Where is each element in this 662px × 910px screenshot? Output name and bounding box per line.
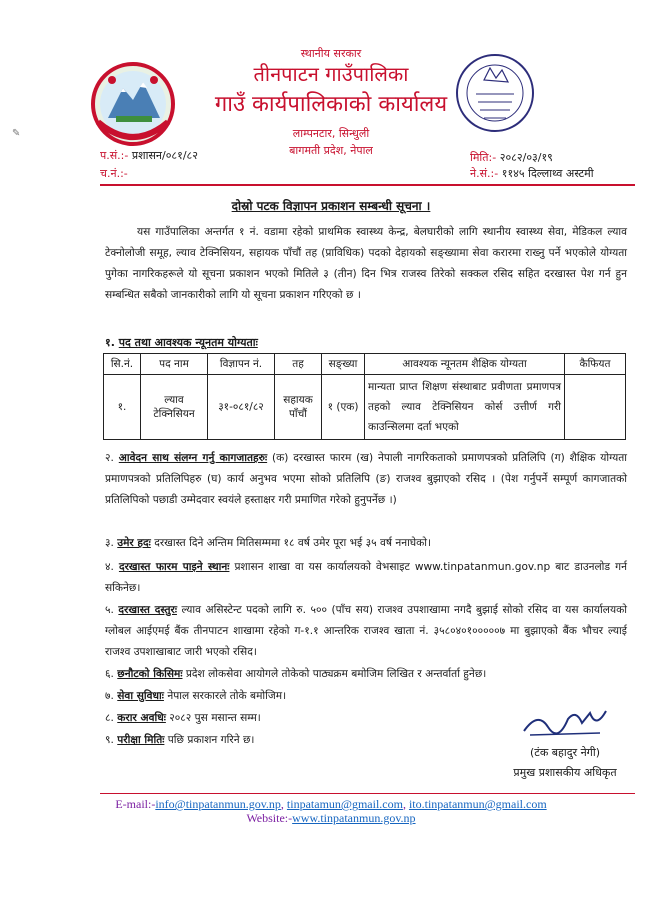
- col-header-level: तह: [275, 354, 322, 375]
- item-label: छनौटको किसिमः: [117, 668, 183, 680]
- email-prefix: E-mail:-: [115, 797, 156, 811]
- footer-emails: E-mail:-info@tinpatanmun.gov.np, tinpatamun@gmail.com, ito.tinpatanmun@gmail.com: [115, 797, 547, 811]
- reference-label: प.सं.:-: [100, 149, 129, 162]
- header-municipality-name: तीनपाटन गाउँपालिका: [253, 62, 409, 86]
- list-item: [105, 600, 627, 663]
- section-title: पद तथा आवश्यक न्यूनतम योग्यताः: [118, 336, 258, 349]
- item-text: पछि प्रकाशन गरिने छ।: [164, 734, 255, 746]
- header-address-line2: बागमती प्रदेश, नेपाल: [289, 144, 373, 157]
- list-item: [105, 533, 627, 554]
- table-header-row: [104, 354, 626, 375]
- item-label: दरखास्त दस्तुरः: [118, 604, 177, 616]
- cell-post: ल्याव टेक्निसियन: [141, 375, 208, 440]
- notice-intro: यस गाउँपालिका अन्तर्गत १ नं. वडामा रहेको प्राथमिक स्वास्थ्य केन्द्र, बेलघारीको लागि स्थानीय स्वास्थ्य सेवा, मेडिकल ल्याव टेक्नोलोजी समूह, ल्याव टेक्निसियन, सहायक पाँचौं तह (प्राविधिक) पदको देहायको सङ्ख्यामा सेवा करारमा राख्नु पर्ने भएकोले योग्यता पुगेका नागरिकहरूले यो सूचना प्रकाशन भएको मितिले ३ (तीन) दिन भित्र राजस्व तिरेको सक्कल रसिद सहित दरखास्त पेश गर्न हुन सम्बन्धित सबैको जानकारीको लागि यो सूचना प्रकाशन गरिएको छ ।: [105, 226, 627, 301]
- cell-adv-no: ३१-०८१/८२: [208, 375, 275, 440]
- dispatch-label: च.नं.:-: [100, 167, 128, 180]
- signature: [520, 705, 610, 743]
- margin-mark: ✎: [12, 128, 21, 139]
- item-number: ८.: [105, 712, 114, 724]
- website-prefix: Website:-: [246, 811, 293, 825]
- col-header-qualification: आवश्यक न्यूनतम शैक्षिक योग्यता: [365, 354, 565, 375]
- date-value: २०८२/०३/१९: [499, 151, 553, 164]
- section-heading: [105, 335, 258, 350]
- col-header-remarks: कैफियत: [565, 354, 626, 375]
- nepal-sambat-value: ११४५ दिल्लाथ्व अस्टमी: [501, 167, 594, 180]
- email-link-gmail[interactable]: tinpatamun@gmail.com: [286, 797, 403, 811]
- signatory-name: (टंक बहादुर नेगी): [529, 746, 601, 759]
- section-number: १.: [105, 336, 115, 349]
- item-text: नेपाल सरकारले तोके बमोजिम।: [163, 690, 287, 702]
- reference-value: प्रशासन/०८१/८२: [131, 149, 199, 162]
- cell-remarks: [565, 375, 626, 440]
- item-label: परीक्षा मितिः: [117, 734, 165, 746]
- footer-divider: [100, 793, 635, 794]
- website-link[interactable]: www.tinpatanmun.gov.np: [292, 811, 416, 825]
- col-header-adv-no: विज्ञापन नं.: [208, 354, 275, 375]
- item-label: सेवा सुविधाः: [117, 690, 164, 702]
- requirements-table: [103, 353, 626, 440]
- item-label: उमेर हदः: [117, 537, 151, 549]
- header-divider: [100, 184, 635, 186]
- cell-sn: १.: [104, 375, 141, 440]
- item-label: दरखास्त फारम पाइने स्थानः: [118, 561, 230, 573]
- item-number: ५.: [105, 604, 114, 616]
- item-number: ६.: [105, 668, 114, 680]
- item-number: ४.: [105, 561, 114, 573]
- reference-number: [100, 148, 198, 163]
- item-number: ९.: [105, 734, 114, 746]
- email-link-ito[interactable]: ito.tinpatanmun@gmail.com: [408, 797, 547, 811]
- table-row: [104, 375, 626, 440]
- list-item: [105, 708, 425, 729]
- email-link-info[interactable]: info@tinpatanmun.gov.np: [155, 797, 281, 811]
- item-text: दरखास्त दिने अन्तिम मितिसम्ममा १८ वर्ष उमेर पूरा भई ३५ वर्ष ननाघेको।: [150, 537, 432, 549]
- signatory-title: प्रमुख प्रशासकीय अधिकृत: [513, 766, 617, 779]
- item-number: ७.: [105, 690, 114, 702]
- item-text: प्रशासन शाखा वा यस कार्यालयको वेभसाइट www.tinpatanmun.gov.np बाट डाउनलोड गर्न सकिनेछ।: [105, 561, 627, 594]
- item-label: करार अवधिः: [117, 712, 166, 724]
- item-number: २.: [105, 452, 114, 464]
- item-text: ल्याव असिस्टेन्ट पदको लागि रु. ५०० (पाँच सय) राजश्व उपशाखामा नगदै बुझाई सोको रसिद वा यस कार्यालयको ग्लोबल आईएमई बैंक तीनपाटन शाखामा रहेको ग-१.१ आन्तरिक राजश्व खाता नं. ३५८०४०१०००००७ मा बुझाएको बैंक भौचर ल्याई राजश्व उपशाखाबाट जारी भएको रसिद।: [105, 604, 627, 658]
- list-item: [105, 557, 627, 599]
- cell-level: सहायक पाँचौं: [275, 375, 322, 440]
- header-office-name: गाउँ कार्यपालिकाको कार्यालय: [214, 92, 448, 117]
- list-item: [105, 686, 425, 707]
- list-item: [105, 730, 425, 751]
- date-label: मिति:-: [470, 151, 497, 164]
- item-number: ३.: [105, 537, 114, 549]
- nepal-sambat-line: [470, 166, 594, 181]
- nepal-sambat-label: ने.सं.:-: [470, 167, 499, 180]
- col-header-post: पद नाम: [141, 354, 208, 375]
- item-text: २०८२ पुस मसान्त सम्म।: [165, 712, 261, 724]
- item-label: आवेदन साथ संलग्न गर्नु कागजातहरुः: [118, 452, 268, 464]
- cell-qualification: मान्यता प्राप्त शिक्षण संस्थाबाट प्रवीणता प्रमाणपत्र तहको ल्याव टेक्निसियन कोर्स उत्तीर्ण गरी काउन्सिलमा दर्ता भएको: [365, 375, 565, 440]
- header-address-line1: लाम्पनटार, सिन्धुली: [292, 127, 370, 140]
- list-item: [105, 448, 627, 511]
- date-line: [470, 150, 553, 165]
- footer-website: [0, 811, 662, 826]
- header-local-government: स्थानीय सरकार: [300, 47, 362, 60]
- dispatch-number: [100, 166, 128, 181]
- notice-subject: दोस्रो पटक विज्ञापन प्रकाशन सम्बन्धी सूचना ।: [231, 199, 431, 213]
- list-item: [105, 664, 627, 685]
- cell-count: १ (एक): [322, 375, 365, 440]
- item-text: (क) दरखास्त फारम (ख) नेपाली नागरिकताको प्रमाणपत्रको प्रतिलिपि (ग) शैक्षिक योग्यता प्रमाणपत्रको प्रतिलिपिहरु (घ) कार्य अनुभव भएमा सोको प्रतिलिपि (ङ) राजश्व बुझाएको रसिद । (पेश गर्नुपर्ने सम्पूर्ण कागजातको प्रतिलिपिको पछाडी उम्मेदवार स्वयंले हस्ताक्षर गरी प्रमाणित गरेको हुनुपर्नेछ ।): [105, 452, 628, 506]
- col-header-count: सङ्ख्या: [322, 354, 365, 375]
- item-text: प्रदेश लोकसेवा आयोगले तोकेको पाठ्यक्रम बमोजिम लिखित र अन्तर्वार्ता हुनेछ।: [182, 668, 487, 680]
- col-header-sn: सि.नं.: [104, 354, 141, 375]
